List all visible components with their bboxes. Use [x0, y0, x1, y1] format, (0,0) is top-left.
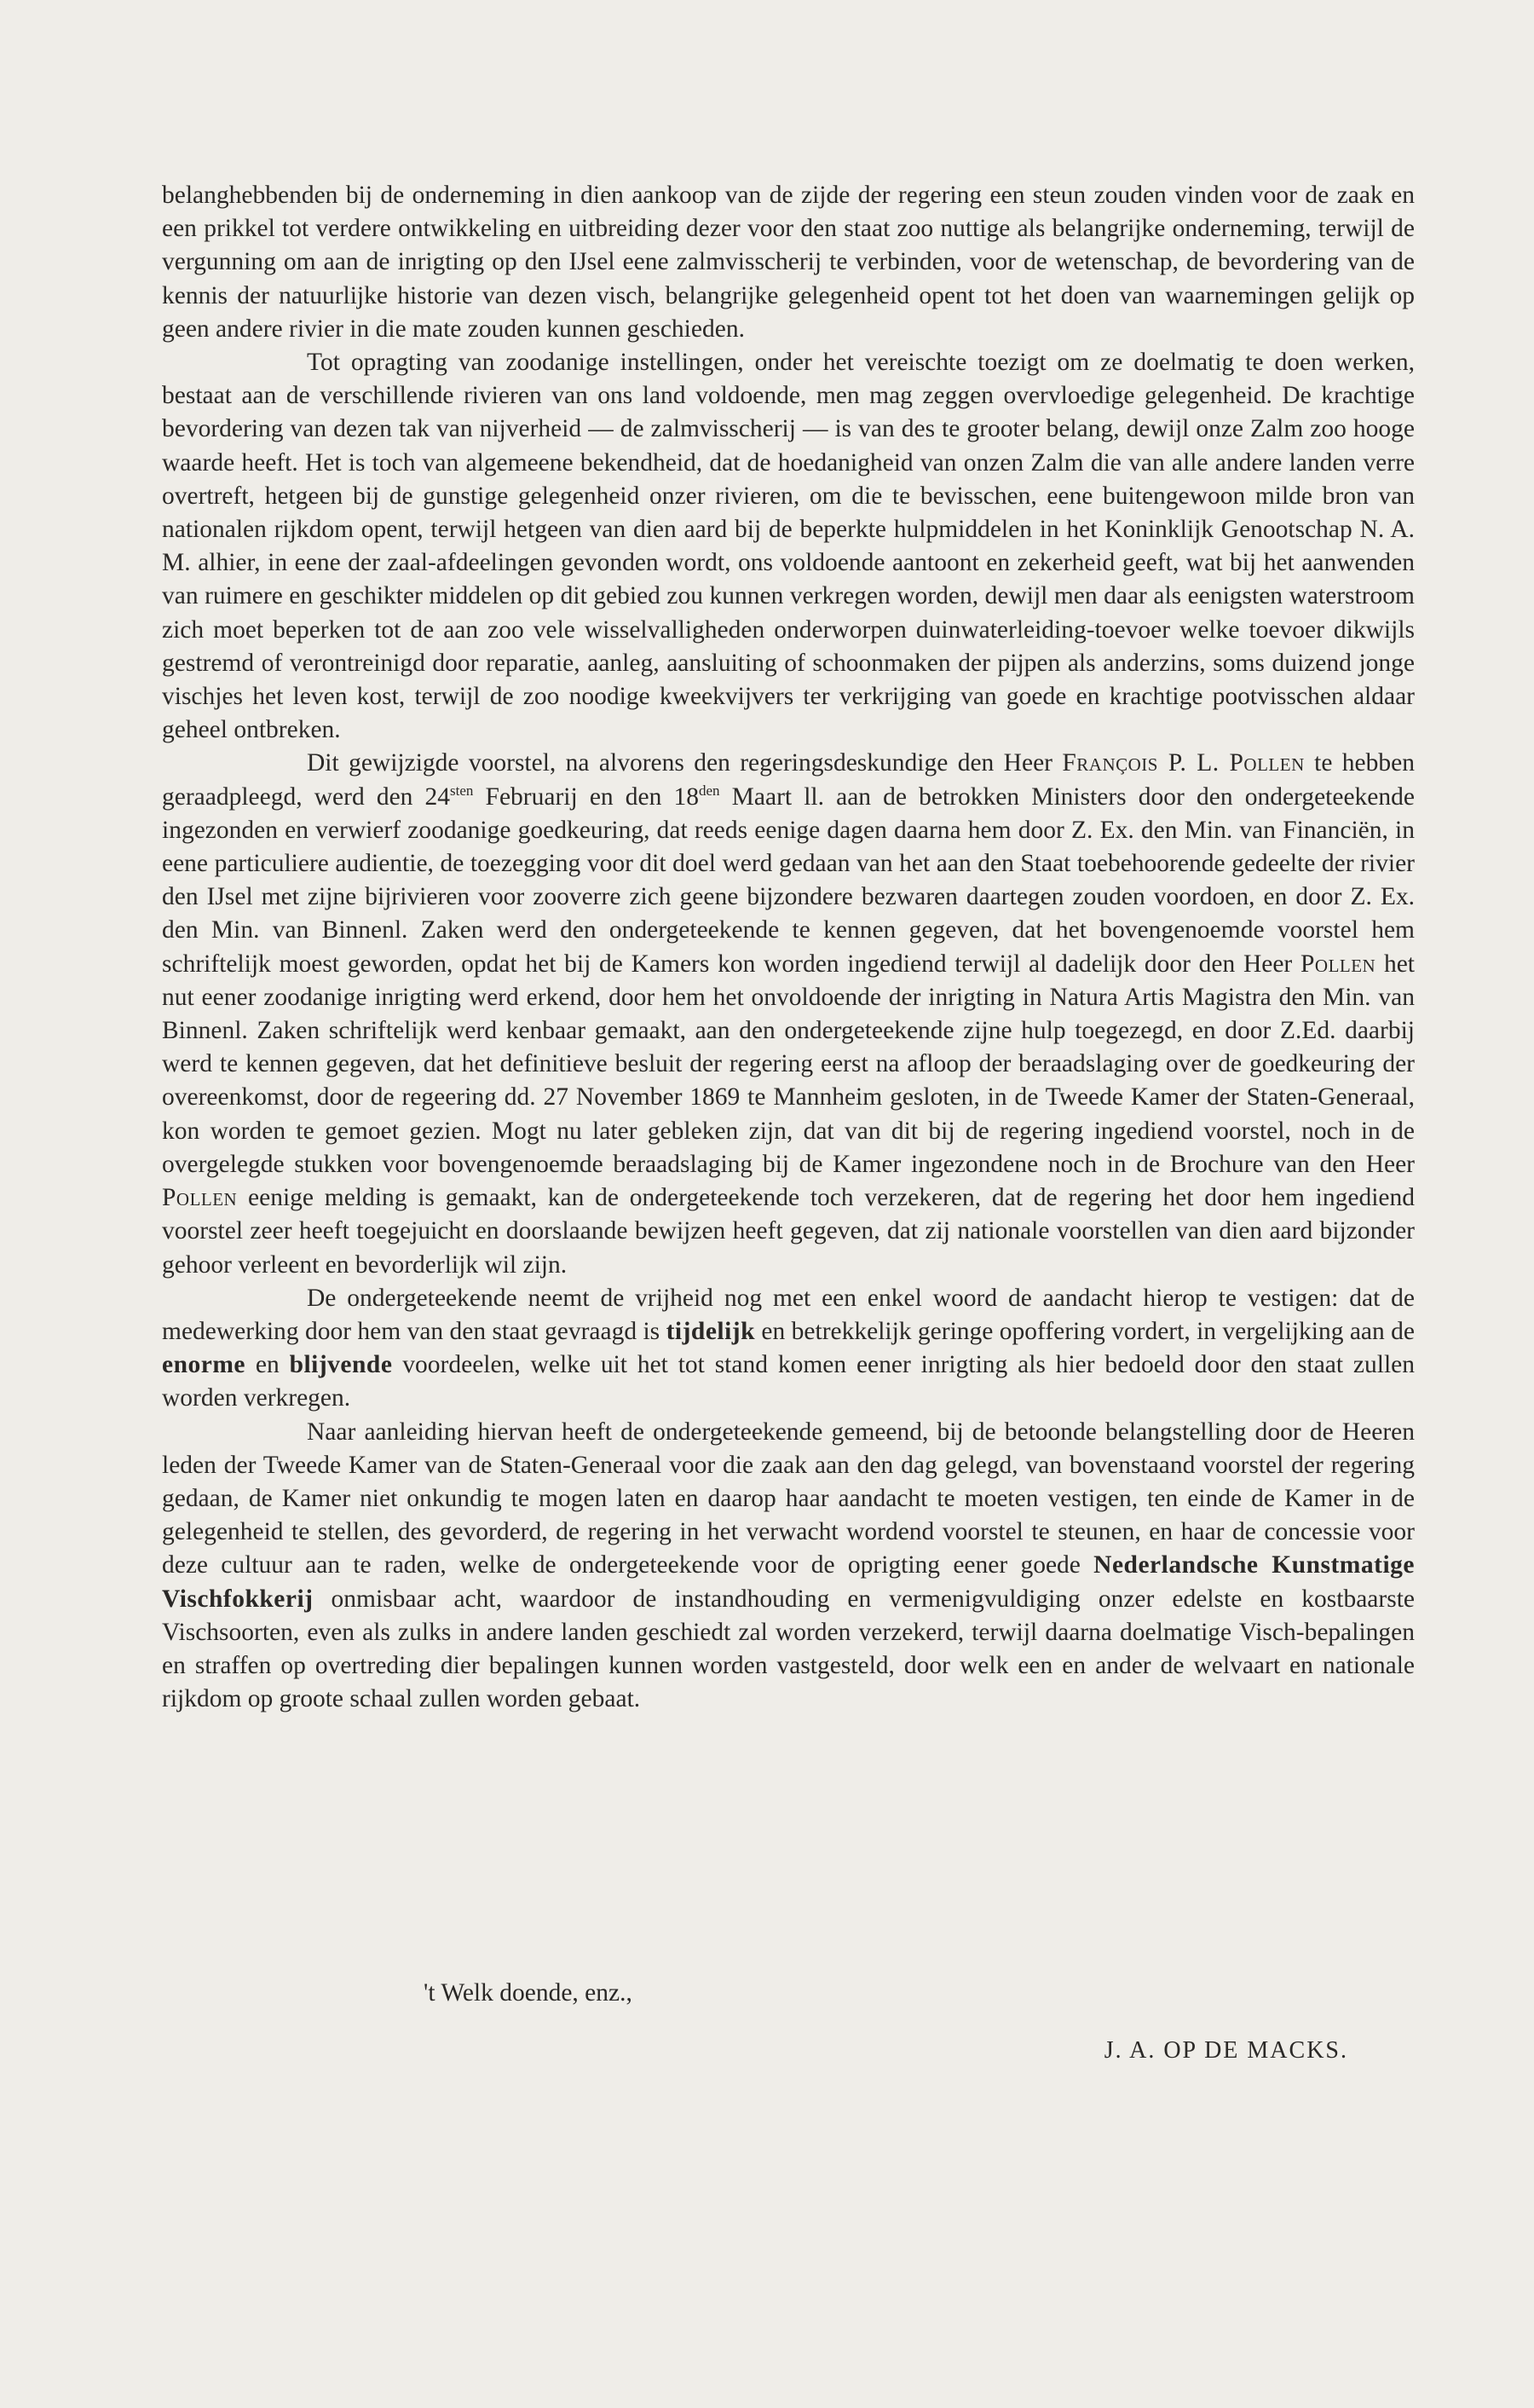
- paragraph: [162, 346, 1415, 747]
- paragraph-text-segment: voordeelen, welke uit het tot stand komen eener inrigting als hier bedoeld door den staat zullen worden verkregen.: [162, 1351, 1416, 1412]
- paragraph-text-segment: sten: [450, 782, 474, 799]
- paragraph-text-segment: den: [699, 782, 720, 799]
- paragraph-text-segment: tijdelijk: [666, 1317, 756, 1345]
- paragraph: [162, 1282, 1415, 1416]
- paragraph-text-segment: Pollen: [162, 1184, 238, 1212]
- paragraph-text-segment: belanghebbenden bij de onderneming in dien aankoop van de zijde der regering een steun zouden vinden voor de zaak en een prikkel tot verdere ontwikkeling en uitbreiding dezer voor den staat zoo nuttige als belangrijke onderneming, terwijl de vergunning om aan de inrigting op den IJsel eene zalmvisscherij te verbinden, voor de wetenschap, de bevordering van de kennis der natuurlijke historie van dezen visch, belangrijke gelegenheid opent tot het doen van waarnemingen gelijk op geen andere rivier in die mate zouden kunnen geschieden.: [162, 182, 1415, 343]
- paragraph-text-segment: Dit gewijzigde voorstel, na alvorens den regeringsdeskundige den Heer: [307, 749, 1063, 777]
- letter-body: [162, 179, 1415, 1716]
- paragraph-text-segment: Nederlandsche Kunstmatige Vischfokkerij: [162, 1551, 1415, 1613]
- signature: J. A. OP DE MACKS.: [1104, 2037, 1348, 2064]
- paragraph-text-segment: Pollen: [1300, 950, 1376, 978]
- paragraph-text-segment: Februarij en den 18: [473, 782, 699, 811]
- paragraph-text-segment: het nut eener zoodanige inrigting werd erkend, door hem het onvoldoende der inrigting in Natura Artis Magistra den Min. van Binnenl. Zaken schriftelijk werd kenbaar gemaakt, aan den ondergeteekende zijne hulp toegezegd, en door Z.Ed. daarbij werd te kennen gegeven, dat het definitieve besluit der regering eerst na afloop der beraadslaging over de goedkeuring der overeenkomst, door de regeering dd. 27 November 1869 te Mannheim gesloten, in de Tweede Kamer der Staten-Generaal, kon worden te gemoet gezien. Mogt nu later gebleken zijn, dat van dit bij de regering ingediend voorstel, noch in de overgelegde stukken voor bovengenoemde beraadslaging bij de Kamer ingezondene noch in de Brochure van den Heer: [162, 950, 1416, 1178]
- paragraph-text-segment: François P. L. Pollen: [1062, 749, 1305, 777]
- paragraph-text-segment: Tot opragting van zoodanige instellingen, onder het vereischte toezigt om ze doelmatig te doen werken, bestaat aan de verschillende rivieren van ons land voldoende, men mag zeggen overvloedige gelegenheid. De krachtige bevordering van dezen tak van nijverheid — de zalmvisscherij — is van des te grooter belang, dewijl onze Zalm zoo hooge waarde heeft. Het is toch van algemeene bekendheid, dat de hoedanigheid van onzen Zalm die van alle andere landen verre overtreft, hetgeen bij de gunstige gelegenheid onzer rivieren, om die te bevisschen, eene buitengewoon milde bron van nationalen rijkdom opent, terwijl hetgeen van dien aard bij de beperkte hulpmiddelen in het Koninklijk Genootschap N. A. M. alhier, in eene der zaal-afdeelingen gevonden wordt, ons voldoende aantoont en zekerheid geeft, wat bij het aanwenden van ruimere en geschikter middelen op dit gebied zou kunnen verkregen worden, dewijl men daar als eenigsten waterstroom zich moet beperken tot de aan zoo vele wisselvalligheden onderworpen duinwaterleiding-toevoer welke toevoer dikwijls gestremd of verontreinigd door reparatie, aanleg, aansluiting of schoonmaken der pijpen als anderzins, soms duizend jonge vischjes het leven kost, terwijl de zoo noodige kweekvijvers ter verkrijging van goede en krachtige pootvisschen aldaar geheel ontbreken.: [162, 349, 1415, 744]
- paragraph-text-segment: blijvende: [289, 1351, 393, 1379]
- paragraph: [162, 747, 1415, 1281]
- paragraph-text-segment: onmisbaar acht, waardoor de instandhouding en vermenigvuldiging onzer edelste en kostbaarste Vischsoorten, even als zulks in andere landen geschiedt zal worden verzekerd, terwijl daarna doelmatige Visch-bepalingen en straffen op overtreding dier bepalingen kunnen worden vastgesteld, door welk een en ander de welvaart en nationale rijkdom op groote schaal zullen worden gebaat.: [162, 1585, 1415, 1713]
- paragraph-text-segment: en: [245, 1351, 290, 1379]
- paragraph-text-segment: Maart ll. aan de betrokken Ministers door den ondergeteekende ingezonden en verwierf zoodanige goedkeuring, dat reeds eenige dagen daarna hem door Z. Ex. den Min. van Financiën, in eene particuliere audientie, de toezegging voor dit doel werd gedaan van het aan den Staat toebehoorende gedeelte der rivier den IJsel met zijne bijrivieren voor zooverre zich geene bijzondere bezwaren daartegen zouden voordoen, en door Z. Ex. den Min. van Binnenl. Zaken werd den ondergeteekende te kennen gegeven, dat het bovengenoemde voorstel hem schriftelijk moest geworden, opdat het bij de Kamers kon worden ingediend terwijl al dadelijk door den Heer: [162, 782, 1415, 978]
- paragraph-text-segment: en betrekkelijk geringe opoffering vordert, in vergelijking aan de: [755, 1317, 1415, 1345]
- paragraph-text-segment: De ondergeteekende neemt de vrijheid nog met een enkel woord de aandacht hierop te vestigen: dat de medewerking door hem van den staat gevraagd is: [162, 1284, 1415, 1345]
- paragraph: [162, 1416, 1415, 1717]
- paragraph-text-segment: Naar aanleiding hiervan heeft de ondergeteekende gemeend, bij de betoonde belangstelling door de Heeren leden der Tweede Kamer van de Staten-Generaal voor die zaak aan den dag gelegd, van bovenstaand voorstel der regering gedaan, de Kamer niet onkundig te mogen laten en daarop haar aandacht te moeten vestigen, ten einde de Kamer in de gelegenheid te stellen, des gevorderd, de regering in het verwacht wordend voorstel te steunen, en haar de concessie voor deze cultuur aan te raden, welke de ondergeteekende voor de oprigting eener goede: [162, 1418, 1415, 1579]
- paragraph-text-segment: eenige melding is gemaakt, kan de ondergeteekende toch verzekeren, dat de regering het door hem ingediend voorstel zeer heeft toegejuicht en doorslaande bewijzen heeft gegeven, dat zij nationale voorstellen van dien aard bijzonder gehoor verleent en bevorderlijk wil zijn.: [162, 1184, 1415, 1279]
- paragraph-text-segment: enorme: [162, 1351, 246, 1379]
- paragraph-text-segment: te hebben geraadpleegd, werd den 24: [162, 749, 1415, 811]
- paragraph: [162, 179, 1415, 346]
- closing-phrase: 't Welk doende, enz.,: [424, 1979, 632, 2007]
